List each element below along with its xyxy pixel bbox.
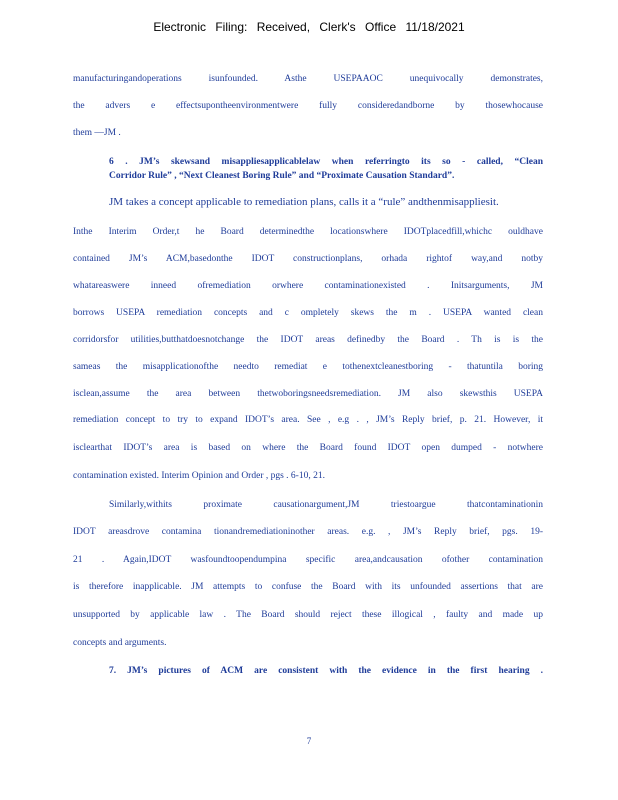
body-line: the advers e effectsupontheenvironmentwere fully consideredandborne by thosewhocause (73, 101, 543, 111)
body-line: them —JM . (73, 128, 121, 138)
body-line: contained JM’s ACM,basedonthe IDOT constructionplans, orhada rightof way,and notby (73, 254, 543, 264)
body-line: sameas the misapplicationofthe needto remediat e tothenextcleanestboring - thatuntila boring (73, 362, 543, 372)
electronic-filing-stamp: Electronic Filing: Received, Clerk's Office 11/18/2021 (153, 20, 465, 34)
body-line: isclean,assume the area between thetwoboringsneedsremediation. JM also skewsthis USEPA (73, 389, 543, 399)
body-line: isclearthat IDOT’s area is based on where the Board found IDOT open dumped - notwhere (73, 443, 543, 453)
body-line: Inthe Interim Order,t he Board determinedthe locationswhere IDOTplacedfill,whichc ouldhave (73, 227, 543, 237)
body-line: 21 . Again,IDOT wasfoundtoopendumpina specific area,andcausation ofother contamination (73, 555, 543, 565)
section-heading-6-cont: Corridor Rule” , “Next Cleanest Boring Rule” and “Proximate Causation Standard”. (109, 171, 455, 181)
body-line: contamination existed. Interim Opinion and Order , pgs . 6-10, 21. (73, 471, 325, 481)
body-line: unsupported by applicable law . The Board should reject these illogical , faulty and made up (73, 610, 543, 620)
body-line: corridorsfor utilities,butthatdoesnotchange the IDOT areas definedby the Board . Th is is the (73, 335, 543, 345)
section-heading-7: 7. JM’s pictures of ACM are consistent with the evidence in the first hearing . (109, 666, 543, 676)
body-line: is therefore inapplicable. JM attempts to confuse the Board with its unfounded assertions that are (73, 582, 543, 592)
body-line: manufacturingandoperations isunfounded. Asthe USEPAAOC unequivocally demonstrates, (73, 74, 543, 84)
body-line: whatareaswere inneed ofremediation orwhere contaminationexisted . Initsarguments, JM (73, 281, 543, 291)
body-line: Similarly,withits proximate causationargument,JM triestoargue thatcontaminationin (109, 500, 543, 510)
body-line: JM takes a concept applicable to remediation plans, calls it a “rule” andthenmisappliesit. (109, 196, 499, 208)
section-heading-6: 6 . JM’s skewsand misappliesapplicablelaw when referringto its so - called, “Clean (109, 157, 543, 167)
body-line: IDOT areasdrove contamina tionandremediationinother areas. e.g. , JM’s Reply brief, pgs. 19- (73, 527, 543, 537)
body-line: borrows USEPA remediation concepts and c ompletely skews the m . USEPA wanted clean (73, 308, 543, 318)
page-number: 7 (306, 736, 312, 746)
body-line: remediation concept to try to expand IDOT’s area. See , e.g . , JM’s Reply brief, p. 21. However, it (73, 415, 543, 425)
body-line: concepts and arguments. (73, 638, 167, 648)
